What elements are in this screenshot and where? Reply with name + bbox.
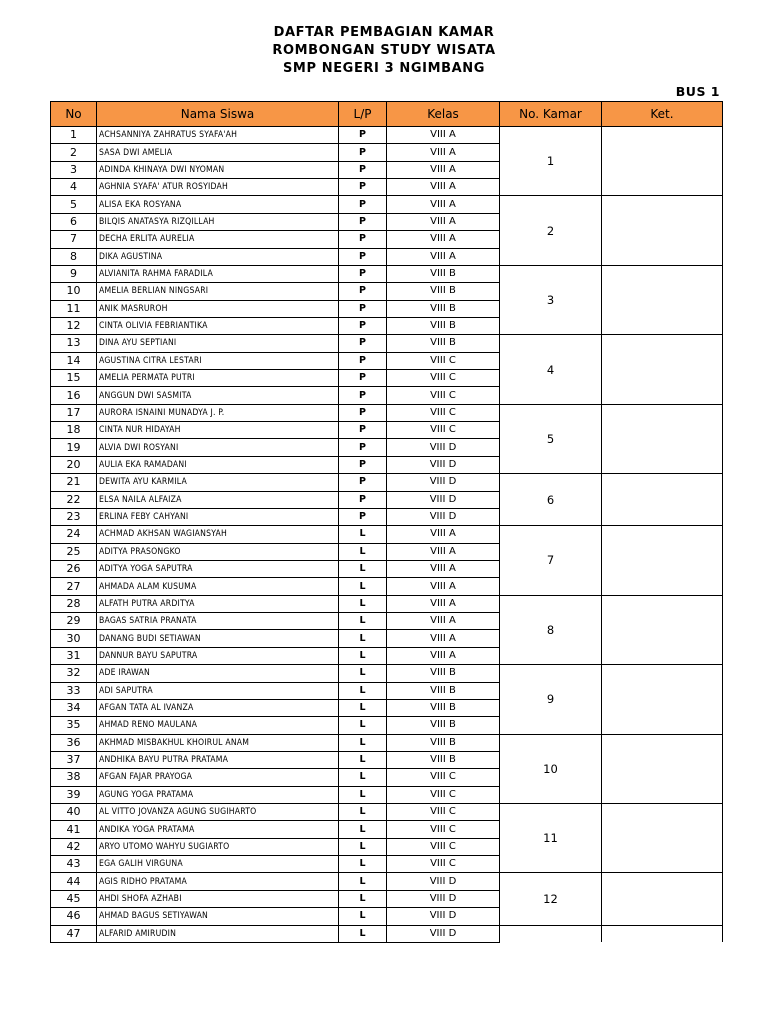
table-row bbox=[51, 526, 723, 543]
student-class: VIII A bbox=[387, 647, 500, 664]
student-class: VIII B bbox=[387, 665, 500, 682]
student-name: AMELIA BERLIAN NINGSARI bbox=[97, 283, 339, 300]
student-gender: L bbox=[339, 682, 387, 699]
student-name: ANGGUN DWI SASMITA bbox=[97, 387, 339, 404]
student-name: AKHMAD MISBAKHUL KHOIRUL ANAM bbox=[97, 734, 339, 751]
student-number: 33 bbox=[51, 682, 97, 699]
student-number: 39 bbox=[51, 786, 97, 803]
student-number: 17 bbox=[51, 404, 97, 421]
student-gender: P bbox=[339, 144, 387, 161]
student-gender: P bbox=[339, 179, 387, 196]
student-gender: P bbox=[339, 335, 387, 352]
bus-label: BUS 1 bbox=[675, 84, 720, 99]
student-name: AGUNG YOGA PRATAMA bbox=[97, 786, 339, 803]
student-number: 23 bbox=[51, 508, 97, 525]
column-header-ket: Ket. bbox=[602, 102, 723, 127]
student-class: VIII D bbox=[387, 925, 500, 942]
student-class: VIII D bbox=[387, 908, 500, 925]
room-number: 10 bbox=[500, 734, 602, 803]
student-number: 4 bbox=[51, 179, 97, 196]
student-number: 8 bbox=[51, 248, 97, 265]
table-row bbox=[51, 873, 723, 890]
student-gender: P bbox=[339, 317, 387, 334]
student-name: ACHSANNIYA ZAHRATUS SYAFA'AH bbox=[97, 127, 339, 144]
table-row bbox=[51, 665, 723, 682]
student-number: 16 bbox=[51, 387, 97, 404]
student-name: AFGAN FAJAR PRAYOGA bbox=[97, 769, 339, 786]
student-number: 29 bbox=[51, 613, 97, 630]
room-number: 7 bbox=[500, 526, 602, 595]
student-number: 34 bbox=[51, 699, 97, 716]
student-number: 5 bbox=[51, 196, 97, 213]
student-name: AGIS RIDHO PRATAMA bbox=[97, 873, 339, 890]
student-gender: L bbox=[339, 717, 387, 734]
student-class: VIII B bbox=[387, 751, 500, 768]
table-row bbox=[51, 127, 723, 144]
student-class: VIII D bbox=[387, 873, 500, 890]
document-title-block bbox=[0, 24, 768, 78]
student-name: CINTA OLIVIA FEBRIANTIKA bbox=[97, 317, 339, 334]
student-name: AHMAD RENO MAULANA bbox=[97, 717, 339, 734]
student-gender: L bbox=[339, 578, 387, 595]
column-header-kamar: No. Kamar bbox=[500, 102, 602, 127]
student-class: VIII A bbox=[387, 179, 500, 196]
student-gender: P bbox=[339, 404, 387, 421]
student-name: ALFARID AMIRUDIN bbox=[97, 925, 339, 942]
room-number: 12 bbox=[500, 873, 602, 925]
table-row bbox=[51, 335, 723, 352]
student-name: AHMADA ALAM KUSUMA bbox=[97, 578, 339, 595]
student-number: 28 bbox=[51, 595, 97, 612]
student-gender: L bbox=[339, 543, 387, 560]
student-gender: L bbox=[339, 838, 387, 855]
student-number: 25 bbox=[51, 543, 97, 560]
student-gender: L bbox=[339, 786, 387, 803]
table-row bbox=[51, 734, 723, 751]
student-class: VIII A bbox=[387, 248, 500, 265]
student-gender: P bbox=[339, 231, 387, 248]
room-note bbox=[602, 474, 723, 526]
student-number: 9 bbox=[51, 265, 97, 282]
student-name: ALFATH PUTRA ARDITYA bbox=[97, 595, 339, 612]
table-row bbox=[51, 595, 723, 612]
student-number: 40 bbox=[51, 804, 97, 821]
student-gender: L bbox=[339, 665, 387, 682]
student-name: SASA DWI AMELIA bbox=[97, 144, 339, 161]
room-note bbox=[602, 196, 723, 265]
student-class: VIII B bbox=[387, 300, 500, 317]
student-name: ADE IRAWAN bbox=[97, 665, 339, 682]
student-class: VIII A bbox=[387, 526, 500, 543]
student-class: VIII B bbox=[387, 699, 500, 716]
student-gender: L bbox=[339, 821, 387, 838]
room-note bbox=[602, 595, 723, 664]
column-header-lp: L/P bbox=[339, 102, 387, 127]
table-header-row bbox=[51, 102, 723, 127]
student-gender: L bbox=[339, 613, 387, 630]
room-number: 3 bbox=[500, 265, 602, 334]
student-gender: P bbox=[339, 422, 387, 439]
room-note bbox=[602, 335, 723, 404]
student-gender: L bbox=[339, 908, 387, 925]
student-gender: P bbox=[339, 213, 387, 230]
student-class: VIII A bbox=[387, 161, 500, 178]
table-row bbox=[51, 265, 723, 282]
room-note bbox=[602, 526, 723, 595]
student-class: VIII C bbox=[387, 370, 500, 387]
student-name: CINTA NUR HIDAYAH bbox=[97, 422, 339, 439]
student-name: DANANG BUDI SETIAWAN bbox=[97, 630, 339, 647]
room-note bbox=[602, 925, 723, 942]
student-gender: P bbox=[339, 127, 387, 144]
student-name: ADI SAPUTRA bbox=[97, 682, 339, 699]
student-gender: L bbox=[339, 925, 387, 942]
student-number: 10 bbox=[51, 283, 97, 300]
student-class: VIII B bbox=[387, 734, 500, 751]
student-class: VIII D bbox=[387, 491, 500, 508]
student-name: ANDIKA YOGA PRATAMA bbox=[97, 821, 339, 838]
student-number: 7 bbox=[51, 231, 97, 248]
student-gender: P bbox=[339, 196, 387, 213]
student-class: VIII A bbox=[387, 630, 500, 647]
student-class: VIII A bbox=[387, 127, 500, 144]
room-allocation-table bbox=[50, 101, 723, 943]
student-number: 43 bbox=[51, 856, 97, 873]
room-note bbox=[602, 873, 723, 925]
room-number: 9 bbox=[500, 665, 602, 734]
student-number: 18 bbox=[51, 422, 97, 439]
student-class: VIII D bbox=[387, 508, 500, 525]
room-number: 1 bbox=[500, 127, 602, 196]
room-number: 6 bbox=[500, 474, 602, 526]
student-gender: P bbox=[339, 300, 387, 317]
student-name: ARYO UTOMO WAHYU SUGIARTO bbox=[97, 838, 339, 855]
student-gender: L bbox=[339, 804, 387, 821]
student-class: VIII A bbox=[387, 213, 500, 230]
table-row bbox=[51, 474, 723, 491]
room-note bbox=[602, 665, 723, 734]
student-number: 1 bbox=[51, 127, 97, 144]
student-class: VIII C bbox=[387, 838, 500, 855]
student-class: VIII A bbox=[387, 595, 500, 612]
table-body bbox=[51, 127, 723, 943]
student-number: 47 bbox=[51, 925, 97, 942]
student-class: VIII B bbox=[387, 682, 500, 699]
student-number: 12 bbox=[51, 317, 97, 334]
student-name: ERLINA FEBY CAHYANI bbox=[97, 508, 339, 525]
room-note bbox=[602, 804, 723, 873]
student-name: ALVIA DWI ROSYANI bbox=[97, 439, 339, 456]
school-name: SMP NEGERI 3 NGIMBANG bbox=[282, 61, 486, 76]
student-name: BILQIS ANATASYA RIZQILLAH bbox=[97, 213, 339, 230]
student-class: VIII B bbox=[387, 283, 500, 300]
student-class: VIII D bbox=[387, 439, 500, 456]
room-note bbox=[602, 265, 723, 334]
student-gender: L bbox=[339, 560, 387, 577]
student-number: 45 bbox=[51, 890, 97, 907]
student-name: ANIK MASRUROH bbox=[97, 300, 339, 317]
student-name: EGA GALIH VIRGUNA bbox=[97, 856, 339, 873]
student-class: VIII C bbox=[387, 769, 500, 786]
student-name: DEWITA AYU KARMILA bbox=[97, 474, 339, 491]
room-note bbox=[602, 127, 723, 196]
column-header-kelas: Kelas bbox=[387, 102, 500, 127]
room-note bbox=[602, 404, 723, 473]
student-class: VIII C bbox=[387, 404, 500, 421]
student-gender: L bbox=[339, 647, 387, 664]
student-class: VIII A bbox=[387, 578, 500, 595]
student-gender: L bbox=[339, 856, 387, 873]
student-class: VIII A bbox=[387, 196, 500, 213]
student-number: 3 bbox=[51, 161, 97, 178]
table-row bbox=[51, 404, 723, 421]
student-class: VIII A bbox=[387, 144, 500, 161]
student-number: 14 bbox=[51, 352, 97, 369]
student-number: 37 bbox=[51, 751, 97, 768]
student-gender: P bbox=[339, 439, 387, 456]
student-name: ALISA EKA ROSYANA bbox=[97, 196, 339, 213]
room-number: 2 bbox=[500, 196, 602, 265]
student-gender: L bbox=[339, 595, 387, 612]
student-gender: L bbox=[339, 734, 387, 751]
student-name: BAGAS SATRIA PRANATA bbox=[97, 613, 339, 630]
student-class: VIII C bbox=[387, 804, 500, 821]
table-row bbox=[51, 196, 723, 213]
student-name: AULIA EKA RAMADANI bbox=[97, 456, 339, 473]
student-number: 42 bbox=[51, 838, 97, 855]
student-number: 13 bbox=[51, 335, 97, 352]
student-number: 24 bbox=[51, 526, 97, 543]
student-gender: P bbox=[339, 387, 387, 404]
student-name: ACHMAD AKHSAN WAGIANSYAH bbox=[97, 526, 339, 543]
student-name: AHDI SHOFA AZHABI bbox=[97, 890, 339, 907]
student-number: 30 bbox=[51, 630, 97, 647]
student-class: VIII C bbox=[387, 786, 500, 803]
student-number: 41 bbox=[51, 821, 97, 838]
student-gender: P bbox=[339, 283, 387, 300]
room-number: 11 bbox=[500, 804, 602, 873]
student-gender: L bbox=[339, 873, 387, 890]
document-title: DAFTAR PEMBAGIAN KAMAR bbox=[273, 25, 495, 40]
student-gender: L bbox=[339, 699, 387, 716]
student-class: VIII D bbox=[387, 474, 500, 491]
room-number: 5 bbox=[500, 404, 602, 473]
student-class: VIII A bbox=[387, 613, 500, 630]
student-class: VIII C bbox=[387, 856, 500, 873]
column-header-no: No bbox=[51, 102, 97, 127]
student-name: AL VITTO JOVANZA AGUNG SUGIHARTO bbox=[97, 804, 339, 821]
student-class: VIII A bbox=[387, 543, 500, 560]
room-number: 4 bbox=[500, 335, 602, 404]
table-row bbox=[51, 804, 723, 821]
student-gender: L bbox=[339, 751, 387, 768]
student-name: DANNUR BAYU SAPUTRA bbox=[97, 647, 339, 664]
student-number: 2 bbox=[51, 144, 97, 161]
room-number: 8 bbox=[500, 595, 602, 664]
student-class: VIII B bbox=[387, 265, 500, 282]
student-class: VIII D bbox=[387, 456, 500, 473]
student-name: ELSA NAILA ALFAIZA bbox=[97, 491, 339, 508]
student-class: VIII B bbox=[387, 335, 500, 352]
column-header-nama: Nama Siswa bbox=[97, 102, 339, 127]
student-gender: L bbox=[339, 769, 387, 786]
table-row bbox=[51, 925, 723, 942]
student-class: VIII B bbox=[387, 717, 500, 734]
student-class: VIII B bbox=[387, 317, 500, 334]
room-number bbox=[500, 925, 602, 942]
student-number: 6 bbox=[51, 213, 97, 230]
student-name: ADITYA YOGA SAPUTRA bbox=[97, 560, 339, 577]
student-number: 15 bbox=[51, 370, 97, 387]
student-name: AHMAD BAGUS SETIYAWAN bbox=[97, 908, 339, 925]
student-number: 35 bbox=[51, 717, 97, 734]
student-name: AGUSTINA CITRA LESTARI bbox=[97, 352, 339, 369]
student-gender: P bbox=[339, 491, 387, 508]
student-gender: P bbox=[339, 248, 387, 265]
student-name: ALVIANITA RAHMA FARADILA bbox=[97, 265, 339, 282]
student-number: 20 bbox=[51, 456, 97, 473]
student-number: 26 bbox=[51, 560, 97, 577]
student-gender: L bbox=[339, 630, 387, 647]
student-gender: L bbox=[339, 890, 387, 907]
student-number: 21 bbox=[51, 474, 97, 491]
student-class: VIII C bbox=[387, 821, 500, 838]
student-gender: P bbox=[339, 352, 387, 369]
student-class: VIII C bbox=[387, 387, 500, 404]
student-gender: P bbox=[339, 456, 387, 473]
student-number: 44 bbox=[51, 873, 97, 890]
document-subtitle: ROMBONGAN STUDY WISATA bbox=[272, 43, 496, 58]
student-name: ADITYA PRASONGKO bbox=[97, 543, 339, 560]
student-class: VIII C bbox=[387, 422, 500, 439]
student-number: 46 bbox=[51, 908, 97, 925]
student-number: 22 bbox=[51, 491, 97, 508]
student-name: DIKA AGUSTINA bbox=[97, 248, 339, 265]
student-class: VIII A bbox=[387, 231, 500, 248]
student-name: ADINDA KHINAYA DWI NYOMAN bbox=[97, 161, 339, 178]
student-gender: P bbox=[339, 474, 387, 491]
student-number: 11 bbox=[51, 300, 97, 317]
student-number: 19 bbox=[51, 439, 97, 456]
student-name: AMELIA PERMATA PUTRI bbox=[97, 370, 339, 387]
student-number: 38 bbox=[51, 769, 97, 786]
student-name: AGHNIA SYAFA' ATUR ROSYIDAH bbox=[97, 179, 339, 196]
student-gender: P bbox=[339, 508, 387, 525]
student-name: AFGAN TATA AL IVANZA bbox=[97, 699, 339, 716]
student-gender: P bbox=[339, 370, 387, 387]
student-number: 32 bbox=[51, 665, 97, 682]
student-class: VIII D bbox=[387, 890, 500, 907]
student-number: 31 bbox=[51, 647, 97, 664]
student-number: 27 bbox=[51, 578, 97, 595]
student-name: AURORA ISNAINI MUNADYA J. P. bbox=[97, 404, 339, 421]
student-gender: P bbox=[339, 265, 387, 282]
student-gender: P bbox=[339, 161, 387, 178]
student-name: DECHA ERLITA AURELIA bbox=[97, 231, 339, 248]
room-note bbox=[602, 734, 723, 803]
student-class: VIII A bbox=[387, 560, 500, 577]
student-number: 36 bbox=[51, 734, 97, 751]
student-gender: L bbox=[339, 526, 387, 543]
student-class: VIII C bbox=[387, 352, 500, 369]
student-name: DINA AYU SEPTIANI bbox=[97, 335, 339, 352]
student-name: ANDHIKA BAYU PUTRA PRATAMA bbox=[97, 751, 339, 768]
